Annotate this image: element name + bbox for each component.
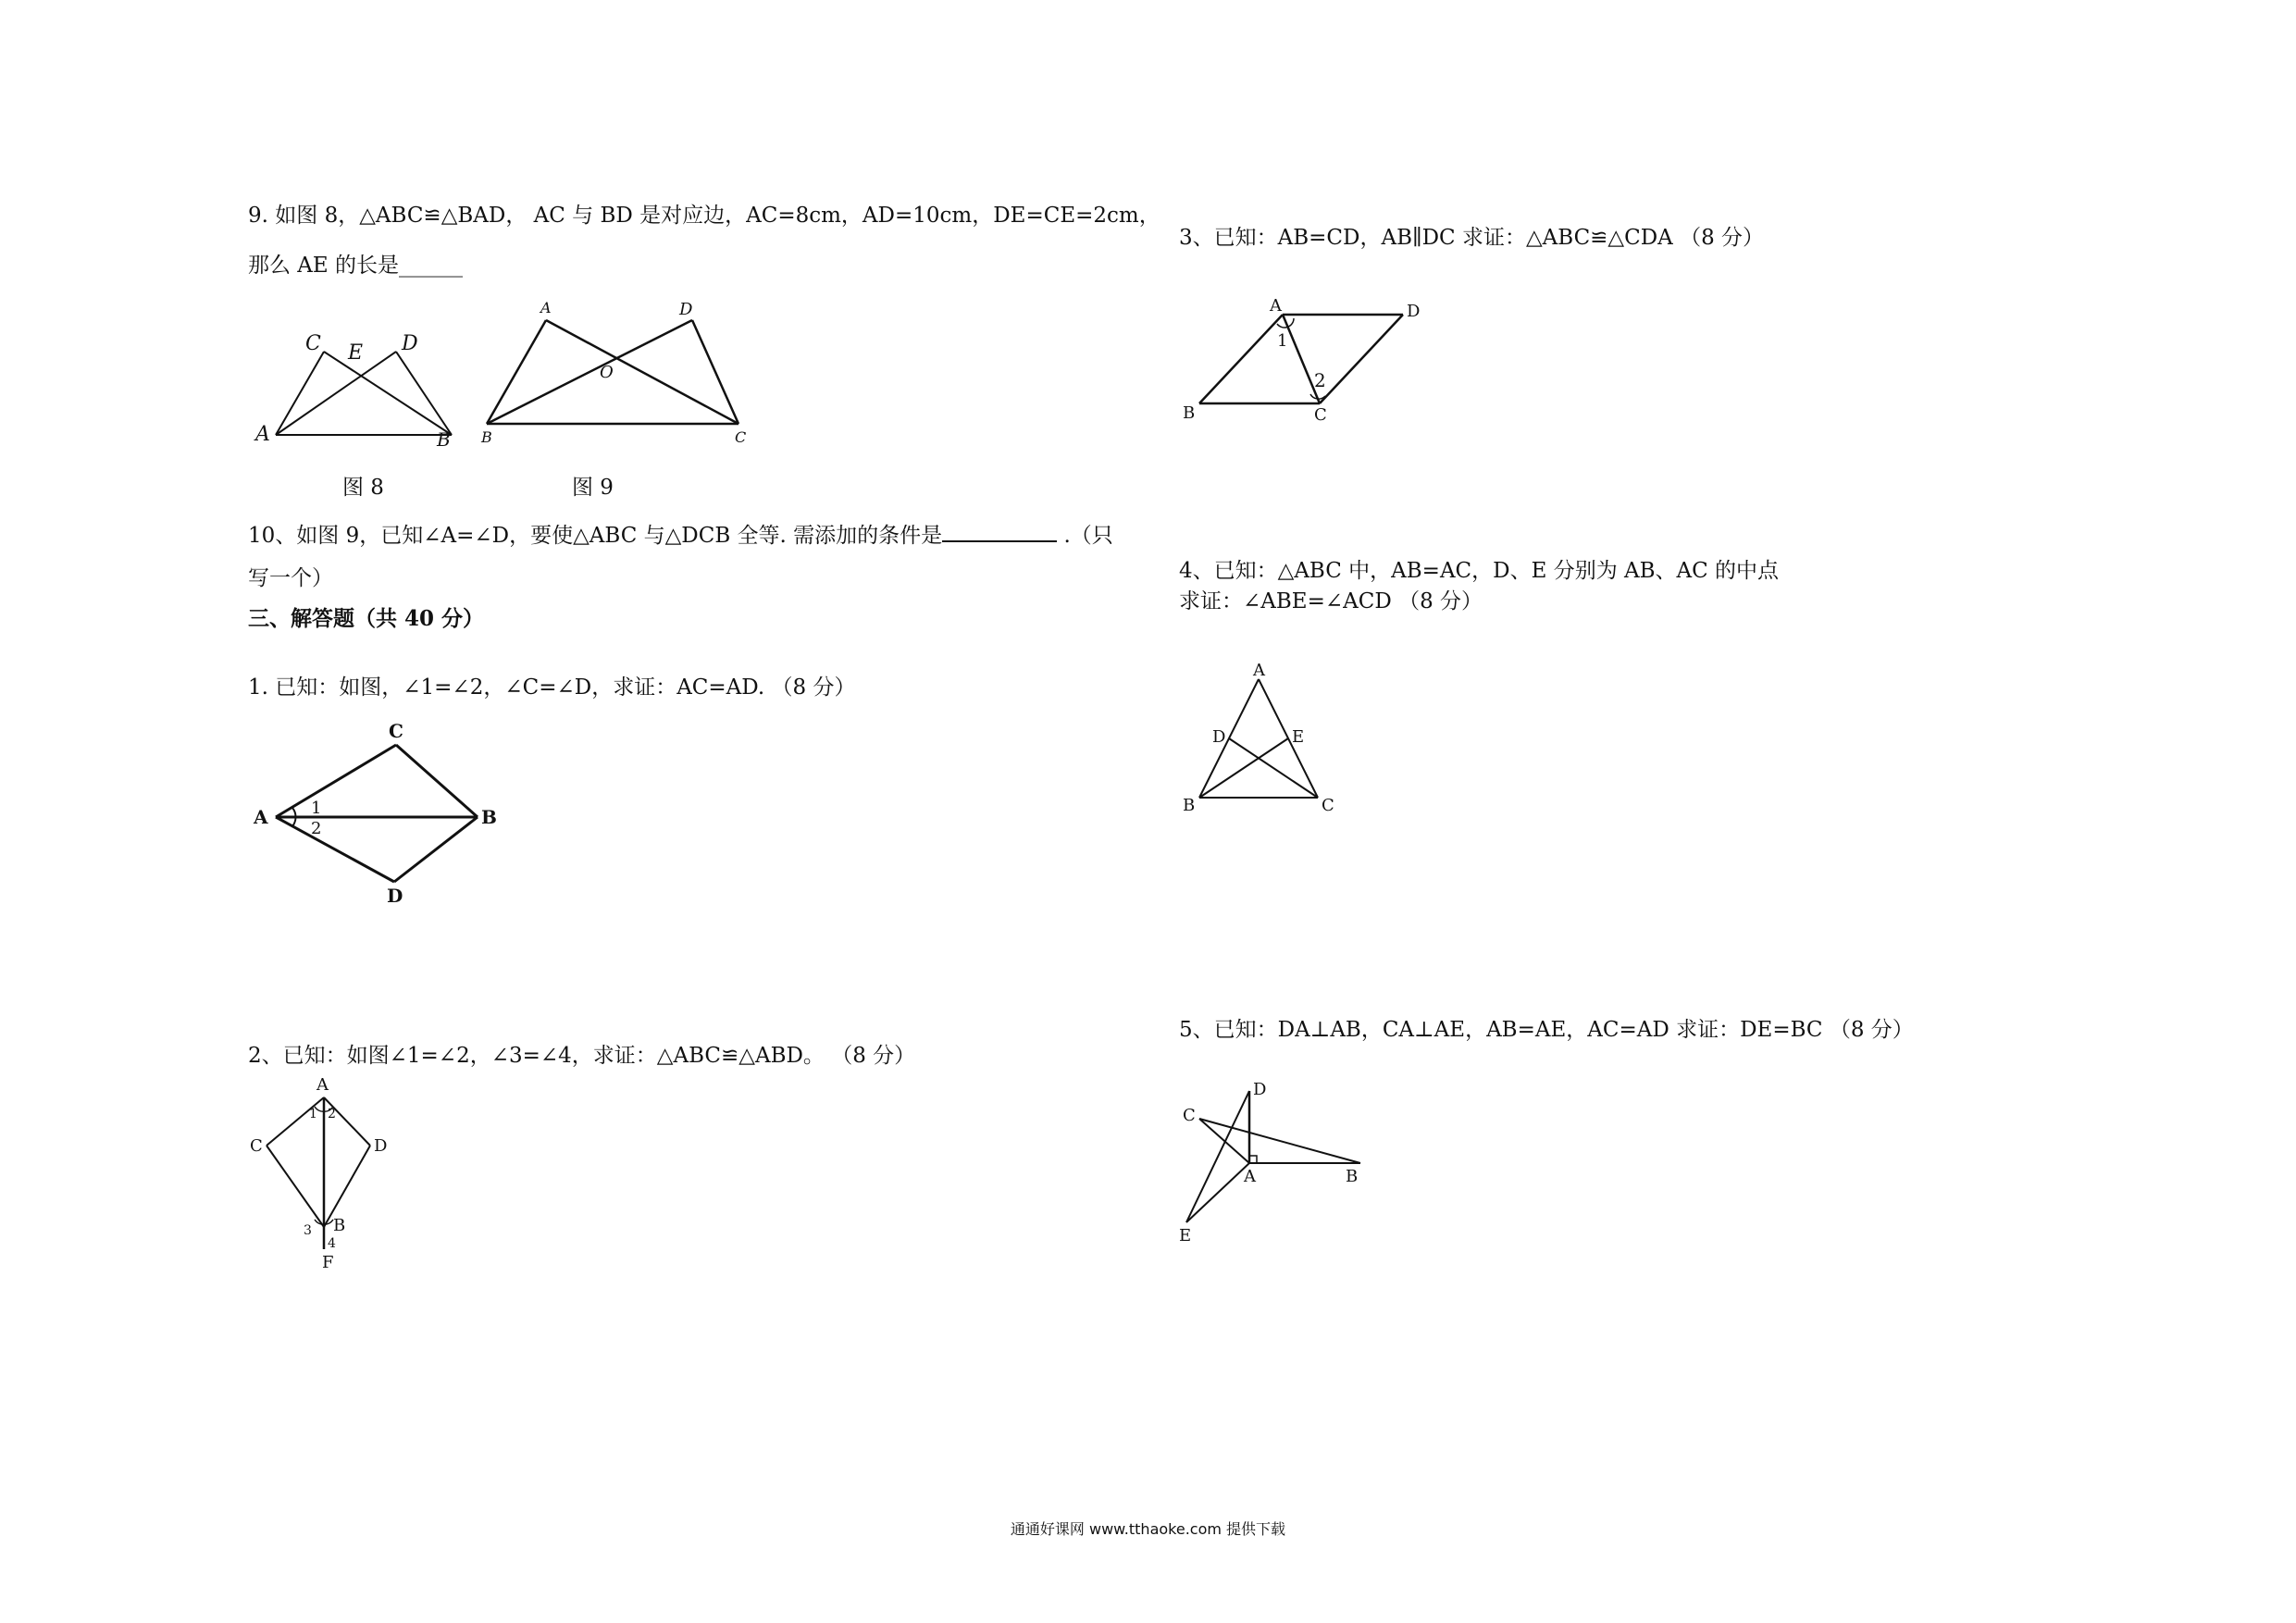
p3-label-a: A: [1270, 296, 1282, 316]
q10-line1: [248, 520, 1113, 550]
p3-label-c: C: [1314, 405, 1327, 425]
p5-label-d: D: [1253, 1080, 1267, 1099]
problem4-figure: [1179, 659, 1346, 825]
p1-label-c: C: [389, 720, 403, 742]
problem3-text: 3、已知：AB=CD，AB∥DC 求证：△ABC≌△CDA （8 分）: [1179, 226, 1765, 250]
p1-label-b: B: [481, 806, 497, 828]
q10-text-end: .（只: [1063, 524, 1113, 548]
figure-9: [470, 294, 757, 452]
problem2-text: 2、已知：如图∠1=∠2，∠3=∠4，求证：△ABC≌△ABD。 （8 分）: [248, 1044, 916, 1068]
fig9-label-c: C: [735, 428, 747, 446]
p5-label-e: E: [1179, 1226, 1192, 1245]
problem1-figure: [248, 717, 507, 916]
p3-label-2: 2: [1314, 369, 1326, 391]
problem1-text: 1. 已知：如图，∠1=∠2，∠C=∠D，求证：AC=AD. （8 分）: [248, 675, 856, 700]
fig8-label-a: A: [255, 423, 270, 446]
p2-label-4: 4: [328, 1236, 336, 1251]
p2-label-2: 2: [328, 1107, 336, 1121]
fig9-caption: 图 9: [572, 476, 614, 500]
fig9-label-a: A: [540, 299, 552, 316]
p4-label-a: A: [1253, 661, 1265, 680]
p3-label-1: 1: [1277, 331, 1288, 351]
problem5-figure: [1179, 1078, 1383, 1254]
p4-label-d: D: [1212, 727, 1226, 747]
fig9-label-d: D: [679, 300, 693, 319]
fig8-label-b: B: [437, 428, 451, 451]
q10-line2: 写一个）: [248, 566, 333, 590]
p2-label-3: 3: [304, 1223, 312, 1238]
fig8-label-d: D: [402, 332, 418, 355]
p5-label-c: C: [1183, 1106, 1196, 1125]
p4-label-c: C: [1322, 796, 1334, 815]
p5-label-a: A: [1244, 1167, 1256, 1186]
p1-label-1: 1: [311, 799, 322, 818]
p2-label-d: D: [374, 1136, 388, 1156]
fig8-label-e: E: [348, 341, 364, 365]
p2-label-f: F: [322, 1253, 334, 1272]
p3-label-b: B: [1183, 403, 1196, 423]
p3-label-d: D: [1407, 302, 1421, 321]
q10-answer-blank[interactable]: [942, 520, 1057, 542]
problem4-line1: 4、已知：△ABC 中，AB=AC，D、E 分别为 AB、AC 的中点: [1179, 559, 1780, 583]
problem5-text: 5、已知：DA⊥AB，CA⊥AE，AB=AE，AC=AD 求证：DE=BC （8 分）: [1179, 1018, 1914, 1042]
p1-label-2: 2: [311, 819, 322, 838]
fig8-caption: 图 8: [342, 476, 384, 500]
problem3-figure: [1179, 294, 1438, 433]
page-footer: 通通好课网 www.tthaoke.com 提供下载: [1010, 1520, 1286, 1538]
problem2-figure: [248, 1072, 405, 1275]
p5-label-b: B: [1346, 1167, 1359, 1186]
figure-8: [248, 324, 470, 453]
q9-line2: 那么 AE 的长是______: [248, 254, 464, 278]
p1-label-d: D: [387, 885, 403, 907]
p4-label-e: E: [1292, 727, 1305, 747]
fig9-label-o: O: [600, 363, 614, 382]
fig9-label-b: B: [481, 428, 492, 446]
p2-label-c: C: [250, 1136, 263, 1156]
p2-label-b: B: [333, 1216, 346, 1235]
p2-label-1: 1: [309, 1107, 317, 1121]
p1-label-a: A: [254, 806, 268, 828]
p4-label-b: B: [1183, 796, 1196, 815]
q10-text: 10、如图 9，已知∠A=∠D，要使△ABC 与△DCB 全等. 需添加的条件是: [248, 524, 943, 548]
p2-label-a: A: [316, 1075, 329, 1095]
q9-line1: 9. 如图 8，△ABC≌△BAD， AC 与 BD 是对应边，AC=8cm，AD=10cm，DE=CE=2cm，: [248, 204, 1160, 228]
problem4-line2: 求证：∠ABE=∠ACD （8 分）: [1179, 589, 1483, 613]
section-heading: 三、解答题（共 40 分）: [248, 606, 485, 631]
fig8-label-c: C: [305, 332, 321, 355]
